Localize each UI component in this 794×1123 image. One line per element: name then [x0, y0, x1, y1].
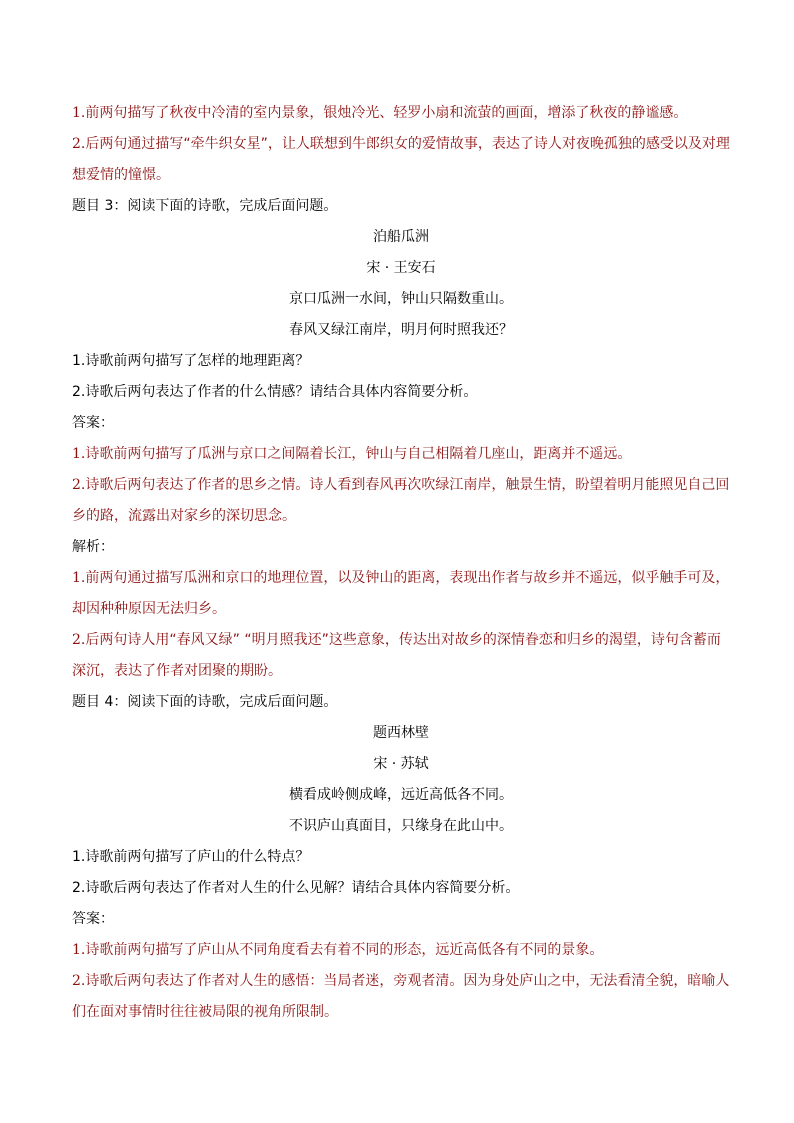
poem-author: 宋 · 王安石 [366, 260, 436, 276]
answer-item [72, 966, 730, 1028]
question-item: 2.诗歌后两句表达了作者对人生的什么见解？请结合具体内容简要分析。 [72, 880, 520, 896]
item-number: 1. [72, 105, 86, 121]
question-item: 2.诗歌后两句表达了作者的什么情感？请结合具体内容简要分析。 [72, 384, 478, 400]
poem-line: 京口瓜洲一水间，钟山只隔数重山。 [289, 291, 513, 307]
poem-line: 春风又绿江南岸，明月何时照我还？ [289, 322, 513, 338]
item-text: 诗歌前两句描写了瓜洲与京口之间隔着长江，钟山与自己相隔着几座山，距离并不遥远。 [85, 446, 632, 462]
analysis-item [72, 98, 730, 129]
item-number: 2. [72, 136, 86, 152]
poem-title: 题西林壁 [373, 725, 429, 741]
analysis-item [72, 625, 730, 687]
item-text: 后两句诗人用“春风又绿” “明月照我还”这些意象，传达出对故乡的深情眷恋和归乡的渴望，诗句含蓄而深沉，表达了作者对团聚的期盼。 [72, 632, 721, 679]
item-text: 后两句通过描写“牵牛织女星”，让人联想到牛郎织女的爱情故事，表达了诗人对夜晚孤独的感受以及对理想爱情的憧憬。 [72, 136, 730, 183]
item-number: 1. [72, 570, 86, 586]
answer-item [72, 439, 730, 470]
poem-title: 泊船瓜洲 [373, 229, 429, 245]
item-number: 2. [72, 973, 86, 989]
item-text: 前两句描写了秋夜中冷清的室内景象，银烛冷光、轻罗小扇和流萤的画面，增添了秋夜的静谧感。 [85, 105, 688, 121]
item-number: 2. [72, 477, 86, 493]
question-item: 1.诗歌前两句描写了怎样的地理距离？ [72, 353, 310, 369]
question-item: 1.诗歌前两句描写了庐山的什么特点？ [72, 849, 310, 865]
item-number: 1. [72, 446, 86, 462]
item-text: 诗歌后两句表达了作者对人生的感悟：当局者迷，旁观者清。因为身处庐山之中，无法看清全貌，暗喻人们在面对事情时往往被局限的视角所限制。 [72, 973, 730, 1020]
answer-label: 答案： [72, 415, 114, 431]
answer-item [72, 470, 730, 532]
answer-label: 答案： [72, 911, 114, 927]
question-heading: 题目 3：阅读下面的诗歌，完成后面问题。 [72, 198, 338, 214]
item-number: 1. [72, 942, 86, 958]
poem-line: 不识庐山真面目，只缘身在此山中。 [289, 818, 513, 834]
item-number: 2. [72, 632, 86, 648]
item-text: 诗歌后两句表达了作者的思乡之情。诗人看到春风再次吹绿江南岸，触景生情，盼望着明月能照见自己回乡的路，流露出对家乡的深切思念。 [72, 477, 730, 524]
item-text: 前两句通过描写瓜洲和京口的地理位置，以及钟山的距离，表现出作者与故乡并不遥远，似乎触手可及，却因种种原因无法归乡。 [72, 570, 730, 617]
item-text: 诗歌前两句描写了庐山从不同角度看去有着不同的形态，远近高低各有不同的景象。 [85, 942, 604, 958]
analysis-item [72, 129, 730, 191]
question-heading: 题目 4：阅读下面的诗歌，完成后面问题。 [72, 694, 338, 710]
poem-line: 横看成岭侧成峰，远近高低各不同。 [289, 787, 513, 803]
analysis-item [72, 563, 730, 625]
poem-author: 宋 · 苏轼 [373, 756, 429, 772]
answer-item [72, 935, 730, 966]
analysis-label: 解析： [72, 539, 114, 555]
